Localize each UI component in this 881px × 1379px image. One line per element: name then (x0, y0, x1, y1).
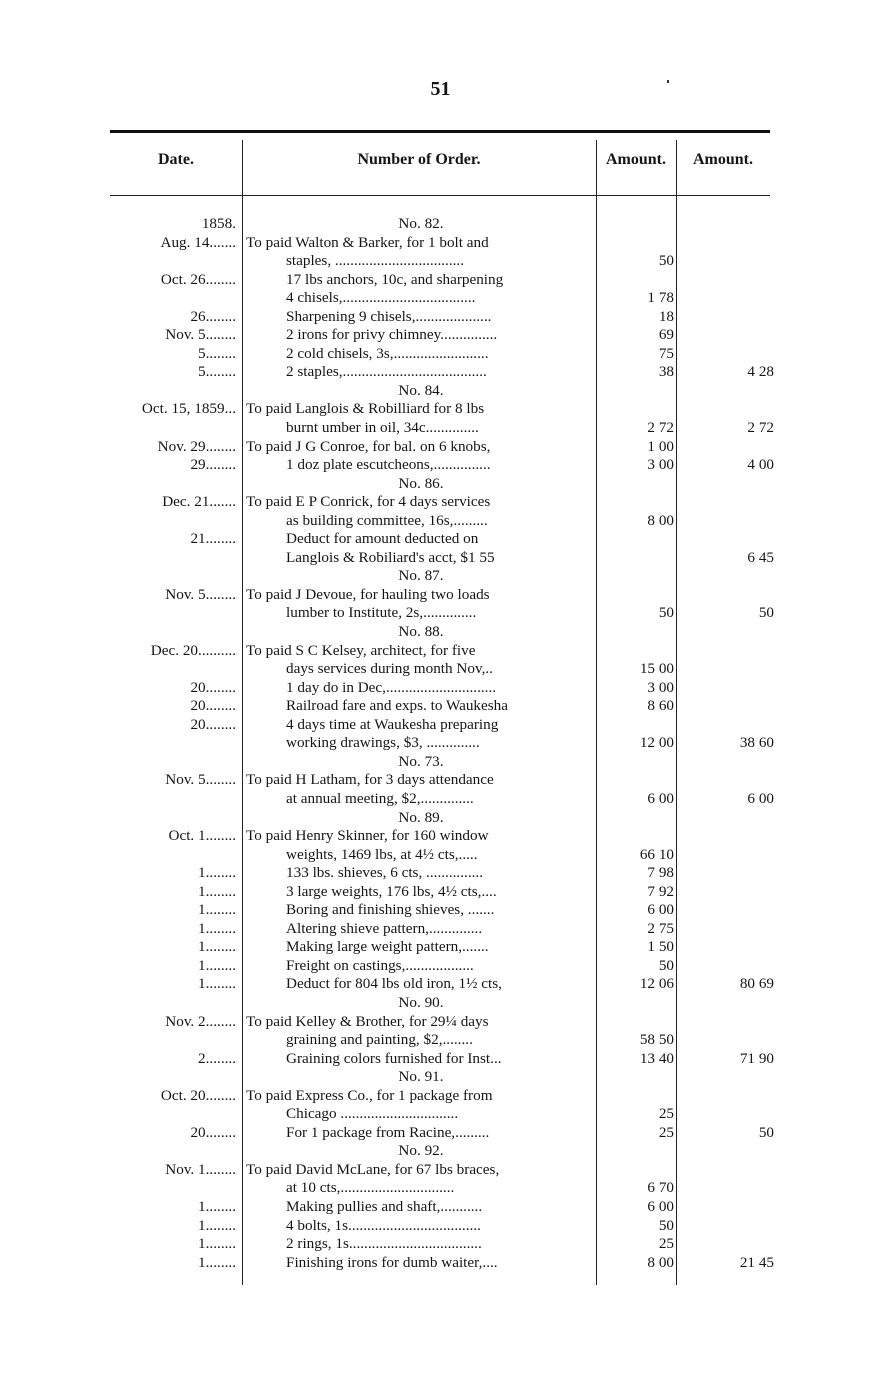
order-cell: Finishing irons for dumb waiter,.... (286, 1253, 498, 1271)
table-row (106, 771, 776, 790)
amount-cell: 7 98 (647, 864, 674, 882)
header-amount-1: Amount. (605, 151, 666, 168)
amount-cell (596, 475, 674, 494)
order-cell: No. 90. (398, 993, 444, 1011)
total-cell: 50 (758, 1123, 774, 1141)
order-cell: at annual meeting, $2,.............. (286, 789, 474, 807)
amount-cell (596, 642, 674, 661)
total-cell: 38 60 (739, 734, 774, 752)
total-cell (686, 1068, 774, 1087)
total-cell (686, 400, 774, 419)
table-row (106, 920, 776, 939)
total-cell (686, 382, 774, 401)
order-cell: No. 86. (398, 474, 444, 492)
total-cell (686, 679, 774, 698)
table-row (106, 1179, 776, 1198)
date-cell: 5........ (198, 363, 236, 381)
table-row (106, 549, 776, 568)
date-cell: 1........ (198, 882, 236, 900)
order-cell: Langlois & Robiliard's acct, $1 55 (286, 548, 495, 566)
total-cell (686, 716, 774, 735)
order-cell: To paid J Devoue, for hauling two loads (246, 585, 490, 603)
table-row (106, 1050, 776, 1069)
table-row (106, 1254, 776, 1273)
order-cell: Boring and finishing shieves, ....... (286, 901, 495, 919)
table-row (106, 883, 776, 902)
order-cell: No. 89. (398, 808, 444, 826)
table-row (106, 1013, 776, 1032)
table-row (106, 790, 776, 809)
date-cell (106, 549, 236, 568)
table-row (106, 493, 776, 512)
total-cell (686, 1031, 774, 1050)
order-cell: as building committee, 16s,......... (286, 511, 488, 529)
total-cell (686, 308, 774, 327)
amount-cell: 25 (658, 1123, 674, 1141)
table-row (106, 308, 776, 327)
order-cell: 2 rings, 1s................................... (286, 1235, 482, 1253)
date-cell: 2........ (198, 1049, 236, 1067)
amount-cell (596, 234, 674, 253)
total-cell (686, 1161, 774, 1180)
date-cell: 20........ (190, 697, 236, 715)
amount-cell: 25 (658, 1235, 674, 1253)
date-cell (106, 1068, 236, 1087)
amount-cell: 75 (658, 344, 674, 362)
amount-cell (596, 809, 674, 828)
date-cell (106, 475, 236, 494)
date-cell: Aug. 14....... (160, 233, 236, 251)
table-row (106, 1068, 776, 1087)
table-row (106, 289, 776, 308)
table-row (106, 753, 776, 772)
total-cell (686, 271, 774, 290)
date-cell: 20........ (190, 715, 236, 733)
table-row (106, 1105, 776, 1124)
date-cell: Oct. 20........ (160, 1086, 236, 1104)
total-cell (686, 1179, 774, 1198)
total-cell (686, 345, 774, 364)
total-cell (686, 623, 774, 642)
order-cell: No. 82. (398, 215, 444, 232)
table-row (106, 809, 776, 828)
total-cell (686, 642, 774, 661)
print-speck (667, 80, 669, 83)
amount-cell: 12 00 (639, 734, 674, 752)
total-cell (686, 1198, 774, 1217)
table-row (106, 252, 776, 271)
header-bottom-rule (110, 195, 770, 196)
amount-cell: 6 00 (647, 789, 674, 807)
total-cell (686, 234, 774, 253)
total-cell: 4 28 (747, 363, 774, 381)
total-cell: 6 45 (747, 548, 774, 566)
table-row (106, 1235, 776, 1254)
order-cell: For 1 package from Racine,......... (286, 1123, 490, 1141)
table-row (106, 363, 776, 382)
date-cell: 1........ (198, 938, 236, 956)
date-cell: 1........ (198, 1253, 236, 1271)
table-row (106, 1142, 776, 1161)
header-amount-2: Amount. (692, 151, 753, 168)
date-cell: 20........ (190, 678, 236, 696)
order-cell: 2 irons for privy chimney............... (286, 326, 498, 344)
total-cell (686, 827, 774, 846)
order-cell: weights, 1469 lbs, at 4½ cts,..... (286, 845, 478, 863)
date-cell (106, 623, 236, 642)
order-cell: To paid Henry Skinner, for 160 window (246, 827, 489, 845)
amount-cell: 50 (658, 956, 674, 974)
date-cell: 1........ (198, 956, 236, 974)
total-cell (686, 289, 774, 308)
amount-cell (596, 1161, 674, 1180)
table-row (106, 438, 776, 457)
order-cell: To paid Langlois & Robilliard for 8 lbs (246, 400, 485, 418)
total-cell (686, 771, 774, 790)
amount-cell: 1 00 (647, 437, 674, 455)
table-row (106, 994, 776, 1013)
order-cell: Making pullies and shaft,........... (286, 1197, 483, 1215)
order-cell: 2 staples,...................................... (286, 363, 487, 381)
date-cell (106, 1179, 236, 1198)
amount-cell: 13 40 (639, 1049, 674, 1067)
date-cell (106, 252, 236, 271)
table-row (106, 938, 776, 957)
total-cell (686, 753, 774, 772)
total-cell: 71 90 (739, 1049, 774, 1067)
amount-cell: 6 00 (647, 901, 674, 919)
total-cell (686, 1105, 774, 1124)
order-cell: To paid J G Conroe, for bal. on 6 knobs, (246, 437, 491, 455)
date-cell (106, 809, 236, 828)
total-cell (686, 1235, 774, 1254)
ledger-table (106, 215, 776, 1272)
order-cell: To paid S C Kelsey, architect, for five (246, 641, 476, 659)
table-row (106, 512, 776, 531)
amount-cell: 50 (658, 252, 674, 270)
amount-cell (596, 1087, 674, 1106)
table-row (106, 1031, 776, 1050)
amount-cell: 7 92 (647, 882, 674, 900)
order-cell: staples, .................................. (286, 252, 465, 270)
date-cell (106, 1031, 236, 1050)
table-row (106, 623, 776, 642)
order-cell: To paid David McLane, for 67 lbs braces, (246, 1160, 500, 1178)
amount-cell: 58 50 (639, 1031, 674, 1049)
header-date: Date. (158, 151, 194, 168)
table-row (106, 1087, 776, 1106)
amount-cell: 15 00 (639, 660, 674, 678)
order-cell: 1 doz plate escutcheons,............... (286, 456, 491, 474)
order-cell: 133 lbs. shieves, 6 cts, ............... (286, 864, 484, 882)
date-cell (106, 567, 236, 586)
total-cell (686, 809, 774, 828)
total-cell (686, 215, 774, 234)
amount-cell (596, 827, 674, 846)
date-cell: 1........ (198, 1197, 236, 1215)
table-row (106, 234, 776, 253)
amount-cell: 1 78 (647, 289, 674, 307)
date-cell: 1........ (198, 1216, 236, 1234)
order-cell: 17 lbs anchors, 10c, and sharpening (286, 270, 504, 288)
date-cell (106, 382, 236, 401)
amount-cell (596, 530, 674, 549)
amount-cell (596, 994, 674, 1013)
total-cell (686, 957, 774, 976)
table-row (106, 864, 776, 883)
table-row (106, 475, 776, 494)
amount-cell (596, 586, 674, 605)
amount-cell: 6 00 (647, 1197, 674, 1215)
table-row (106, 456, 776, 475)
date-cell: Oct. 26........ (160, 270, 236, 288)
amount-cell (596, 1142, 674, 1161)
total-cell: 6 00 (747, 789, 774, 807)
table-row (106, 1161, 776, 1180)
order-cell: Sharpening 9 chisels,.................... (286, 307, 492, 325)
order-cell: No. 87. (398, 567, 444, 585)
total-cell (686, 901, 774, 920)
amount-cell (596, 215, 674, 234)
order-cell: No. 73. (398, 752, 444, 770)
order-cell: To paid Express Co., for 1 package from (246, 1086, 493, 1104)
order-cell: working drawings, $3, .............. (286, 734, 480, 752)
table-row (106, 400, 776, 419)
order-cell: 4 chisels,................................... (286, 289, 476, 307)
amount-cell (596, 400, 674, 419)
date-cell (106, 1105, 236, 1124)
order-cell: 4 days time at Waukesha preparing (286, 715, 499, 733)
date-cell (106, 734, 236, 753)
table-row (106, 586, 776, 605)
date-cell (106, 1142, 236, 1161)
date-cell: 26........ (190, 307, 236, 325)
date-cell (106, 994, 236, 1013)
order-cell: Making large weight pattern,....... (286, 938, 489, 956)
order-cell: Deduct for amount deducted on (286, 530, 479, 548)
total-cell (686, 697, 774, 716)
total-cell (686, 1087, 774, 1106)
table-row (106, 660, 776, 679)
total-cell (686, 994, 774, 1013)
table-row (106, 604, 776, 623)
amount-cell: 3 00 (647, 456, 674, 474)
amount-cell (596, 623, 674, 642)
date-cell (106, 660, 236, 679)
order-cell: Chicago ............................... (286, 1105, 459, 1123)
amount-cell (596, 1013, 674, 1032)
amount-cell: 50 (658, 1216, 674, 1234)
table-row (106, 975, 776, 994)
date-cell (106, 790, 236, 809)
total-cell (686, 530, 774, 549)
table-row (106, 697, 776, 716)
total-cell: 2 72 (747, 419, 774, 437)
amount-cell (596, 549, 674, 568)
date-cell (106, 604, 236, 623)
table-row (106, 846, 776, 865)
amount-cell (596, 1068, 674, 1087)
date-cell (106, 289, 236, 308)
table-row (106, 716, 776, 735)
amount-cell (596, 382, 674, 401)
date-cell (106, 512, 236, 531)
total-cell (686, 512, 774, 531)
amount-cell: 8 00 (647, 1253, 674, 1271)
amount-cell: 8 60 (647, 697, 674, 715)
date-cell: 1858. (201, 215, 236, 232)
total-cell (686, 475, 774, 494)
order-cell: at 10 cts,.............................. (286, 1179, 455, 1197)
date-cell: Nov. 5........ (165, 326, 236, 344)
order-cell: Deduct for 804 lbs old iron, 1½ cts, (286, 975, 502, 993)
date-cell (106, 419, 236, 438)
table-row (106, 827, 776, 846)
amount-cell: 25 (658, 1105, 674, 1123)
total-cell (686, 864, 774, 883)
table-row (106, 530, 776, 549)
amount-cell (596, 771, 674, 790)
header-top-rule (110, 130, 770, 133)
table-row (106, 419, 776, 438)
date-cell: Dec. 21....... (162, 493, 236, 511)
table-row (106, 642, 776, 661)
amount-cell: 6 70 (647, 1179, 674, 1197)
table-row (106, 679, 776, 698)
order-cell: To paid Walton & Barker, for 1 bolt and (246, 233, 489, 251)
total-cell (686, 1013, 774, 1032)
table-row (106, 271, 776, 290)
table-row (106, 957, 776, 976)
date-cell: 1........ (198, 901, 236, 919)
order-cell: Graining colors furnished for Inst... (286, 1049, 502, 1067)
total-cell (686, 252, 774, 271)
table-row (106, 215, 776, 234)
date-cell: Nov. 1........ (165, 1160, 236, 1178)
page-number: 51 (430, 78, 451, 100)
amount-cell: 8 00 (647, 511, 674, 529)
total-cell (686, 326, 774, 345)
header-number-of-order: Number of Order. (357, 151, 481, 168)
date-cell: 1........ (198, 975, 236, 993)
amount-cell: 3 00 (647, 678, 674, 696)
date-cell: 1........ (198, 1235, 236, 1253)
date-cell (106, 846, 236, 865)
date-cell: Oct. 15, 1859... (141, 400, 236, 418)
amount-cell: 50 (658, 604, 674, 622)
order-cell: Freight on castings,.................. (286, 956, 474, 974)
table-row (106, 326, 776, 345)
date-cell: Oct. 1........ (168, 827, 236, 845)
amount-cell (596, 716, 674, 735)
order-cell: No. 91. (398, 1068, 444, 1086)
order-cell: To paid H Latham, for 3 days attendance (246, 771, 494, 789)
total-cell (686, 660, 774, 679)
amount-cell: 69 (658, 326, 674, 344)
order-cell: Railroad fare and exps. to Waukesha (286, 697, 509, 715)
amount-cell: 12 06 (639, 975, 674, 993)
date-cell: 1........ (198, 919, 236, 937)
total-cell (686, 938, 774, 957)
order-cell: burnt umber in oil, 34c.............. (286, 419, 479, 437)
amount-cell: 2 75 (647, 919, 674, 937)
order-cell: No. 84. (398, 381, 444, 399)
order-cell: No. 92. (398, 1142, 444, 1160)
total-cell (686, 846, 774, 865)
total-cell: 4 00 (747, 456, 774, 474)
amount-cell (596, 493, 674, 512)
table-row (106, 1217, 776, 1236)
order-cell: 2 cold chisels, 3s,......................... (286, 344, 489, 362)
date-cell: 21........ (190, 530, 236, 548)
date-cell: 5........ (198, 344, 236, 362)
table-row (106, 345, 776, 364)
date-cell: Nov. 5........ (165, 585, 236, 603)
order-cell: 4 bolts, 1s................................... (286, 1216, 481, 1234)
total-cell (686, 567, 774, 586)
date-cell: Nov. 29........ (157, 437, 236, 455)
amount-cell (596, 271, 674, 290)
table-row (106, 567, 776, 586)
table-row (106, 1198, 776, 1217)
amount-cell (596, 567, 674, 586)
table-row (106, 734, 776, 753)
date-cell: 29........ (190, 456, 236, 474)
date-cell: 1........ (198, 864, 236, 882)
order-cell: To paid Kelley & Brother, for 29¼ days (246, 1012, 489, 1030)
order-cell: No. 88. (398, 623, 444, 641)
date-cell: 20........ (190, 1123, 236, 1141)
total-cell (686, 883, 774, 902)
total-cell (686, 438, 774, 457)
total-cell (686, 586, 774, 605)
total-cell: 50 (758, 604, 774, 622)
date-cell: Nov. 5........ (165, 771, 236, 789)
table-row (106, 382, 776, 401)
table-row (106, 901, 776, 920)
total-cell (686, 920, 774, 939)
total-cell (686, 493, 774, 512)
total-cell (686, 1142, 774, 1161)
total-cell (686, 1217, 774, 1236)
table-row (106, 1124, 776, 1143)
total-cell: 80 69 (739, 975, 774, 993)
order-cell: To paid E P Conrick, for 4 days services (246, 493, 491, 511)
date-cell: Dec. 20.......... (150, 641, 236, 659)
date-cell (106, 753, 236, 772)
amount-cell: 1 50 (647, 938, 674, 956)
order-cell: 1 day do in Dec,............................. (286, 678, 497, 696)
order-cell: lumber to Institute, 2s,.............. (286, 604, 477, 622)
order-cell: graining and painting, $2,........ (286, 1031, 473, 1049)
amount-cell: 2 72 (647, 419, 674, 437)
date-cell: Nov. 2........ (165, 1012, 236, 1030)
amount-cell: 66 10 (639, 845, 674, 863)
order-cell: 3 large weights, 176 lbs, 4½ cts,.... (286, 882, 497, 900)
amount-cell: 18 (658, 307, 674, 325)
order-cell: Altering shieve pattern,.............. (286, 919, 483, 937)
amount-cell: 38 (658, 363, 674, 381)
amount-cell (596, 753, 674, 772)
order-cell: days services during month Nov,.. (286, 660, 493, 678)
total-cell: 21 45 (739, 1253, 774, 1271)
